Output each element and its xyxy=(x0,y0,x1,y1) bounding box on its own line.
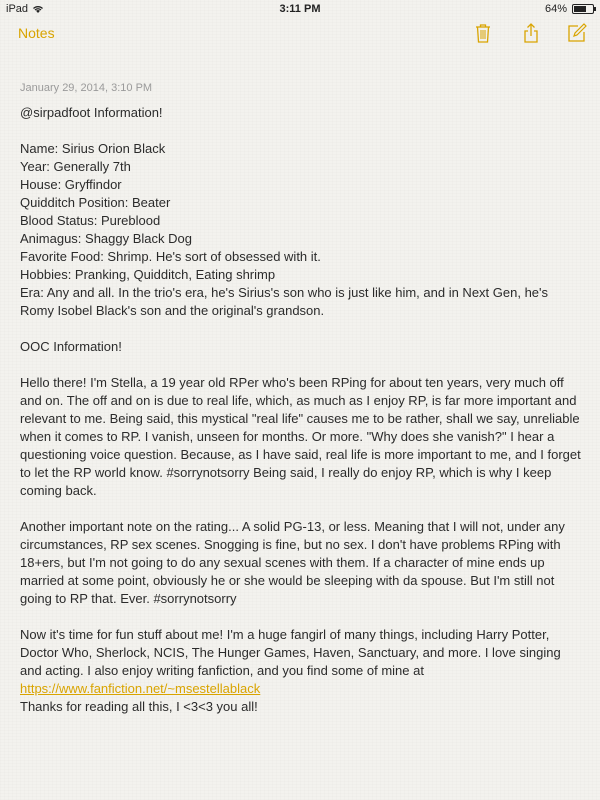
spacer xyxy=(20,608,585,626)
info-line: Animagus: Shaggy Black Dog xyxy=(20,231,192,246)
info-line: Hobbies: Pranking, Quidditch, Eating shrimp xyxy=(20,267,276,282)
battery-icon xyxy=(572,4,594,14)
spacer xyxy=(20,500,585,518)
paragraph-fun-stuff: Now it's time for fun stuff about me! I'm a huge fangirl of many things, including Harry Potter, Doctor Who, Sherlock, NCIS, The Hunger Games, Haven, Sanctuary, and more. I love singing and acting. I also enjoy writing fanfiction, and you find some of mine at xyxy=(20,627,565,678)
status-time: 3:11 PM xyxy=(279,3,321,15)
device-label: iPad xyxy=(6,3,29,15)
status-right xyxy=(545,3,594,15)
note-heading: @sirpadfoot Information! xyxy=(20,105,163,120)
link-line xyxy=(20,680,585,698)
paragraph-rating: Another important note on the rating... A solid PG-13, or less. Meaning that I will not, under any circumstances, RP sex scenes. Snogging is fine, but no sex. I don't have problems RPing with 18+ers, but I'm not going to do any sexual scenes with them. If a character of mine ends up married at some point, obviously he or she would be sleeping with da spouse. But I'm still not going to RP that. Ever. #sorrynotsorry xyxy=(20,519,569,606)
paragraph-intro: Hello there! I'm Stella, a 19 year old RPer who's been RPing for about ten years, very much off and on. The off and on is due to real life, which, as much as I enjoy RP, is far more important and relevant to me. Being said, this mystical "real life" causes me to be rather, shall we say, unreliable when it comes to RP. I vanish, unseen for months. Or more. "Why does she vanish?" I hear a questioning voice question. Because, as I have said, real life is more important to me, and I forget to let the RP world know. #sorrynotsorry Being said, I really do enjoy RP, which is why I keep coming back. xyxy=(20,375,585,498)
battery-fill xyxy=(574,6,586,12)
info-line: Year: Generally 7th xyxy=(20,159,131,174)
info-line: Quidditch Position: Beater xyxy=(20,195,171,210)
info-line: House: Gryffindor xyxy=(20,177,122,192)
info-line: Blood Status: Pureblood xyxy=(20,213,161,228)
fanfiction-link[interactable]: https://www.fanfiction.net/~msestellablack xyxy=(20,681,261,696)
nav-bar xyxy=(0,18,600,52)
status-bar xyxy=(0,0,600,18)
spacer xyxy=(20,122,585,140)
compose-icon[interactable] xyxy=(566,22,588,44)
share-icon[interactable] xyxy=(520,22,542,44)
info-line: Name: Sirius Orion Black xyxy=(20,141,166,156)
info-line: Favorite Food: Shrimp. He's sort of obsessed with it. xyxy=(20,249,321,264)
battery-percent: 64% xyxy=(544,3,567,15)
spacer xyxy=(20,356,585,374)
note-date: January 29, 2014, 3:10 PM xyxy=(20,82,153,94)
spacer xyxy=(20,320,585,338)
trash-icon[interactable] xyxy=(472,22,494,44)
closing-line: Thanks for reading all this, I <3<3 you all! xyxy=(20,699,258,714)
info-line: Era: Any and all. In the trio's era, he's Sirius's son who is just like him, and in Next Gen, he's Romy Isobel Black's son and the original's grandson. xyxy=(20,285,552,318)
note-body[interactable] xyxy=(20,82,585,716)
back-to-notes-button[interactable]: Notes xyxy=(18,25,55,41)
ooc-heading: OOC Information! xyxy=(20,339,122,354)
